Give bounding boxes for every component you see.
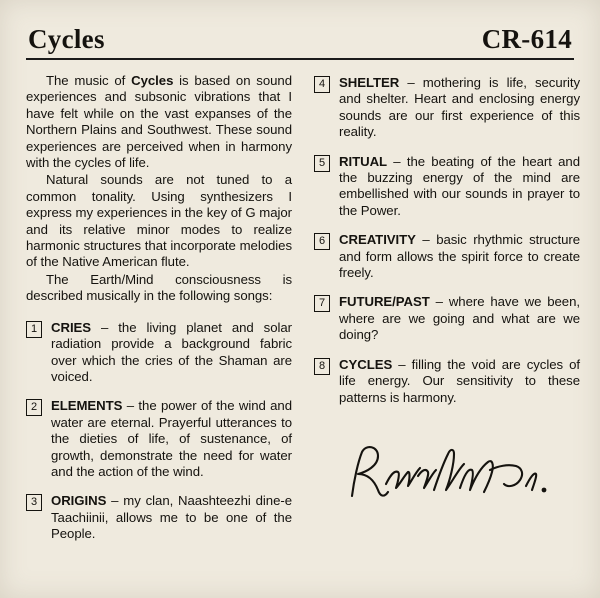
intro-paragraph-2: Natural sounds are not tuned to a common tonality. Using synthesizers I express my experiences in the key of G major and its relative minor modes to realize harmonic structures that incorporate melodies of the Native American flute.	[26, 172, 292, 270]
track-number-badge: 8	[314, 358, 330, 375]
track-body-text: – mothering is life, security and shelter. Heart and enclosing energy sounds are our first experience of this reality.	[339, 75, 580, 140]
track-number-badge: 6	[314, 233, 330, 250]
track-number-badge: 1	[26, 321, 42, 338]
track-body-text: – filling the void are cycles of life energy. Our sensitivity to these patterns is harmony.	[339, 356, 580, 405]
track-number-badge: 7	[314, 295, 330, 312]
track-item	[26, 493, 292, 542]
track-title: ORIGINS	[51, 493, 107, 509]
track-title: SHELTER	[339, 75, 400, 90]
track-item	[314, 232, 580, 281]
track-item	[314, 75, 580, 141]
track-description	[339, 75, 580, 141]
track-number-badge: 3	[26, 494, 42, 511]
right-column	[314, 73, 580, 543]
track-number-badge: 2	[26, 399, 42, 416]
intro-paragraph-3: The Earth/Mind consciousness is described musically in the following songs:	[26, 271, 292, 304]
track-number-badge: 5	[314, 155, 330, 172]
track-description	[339, 294, 580, 343]
track-title: CYCLES	[339, 356, 393, 372]
album-title-emphasis: Cycles	[131, 73, 174, 88]
page-title: Cycles	[28, 24, 105, 54]
track-description	[339, 232, 580, 281]
track-title: RITUAL	[339, 153, 388, 169]
track-body-text: – the beating of the heart and the buzzing energy of the mind are embellished with our sounds in prayer to the Power.	[339, 153, 580, 218]
track-description	[51, 493, 292, 542]
catalog-number: CR-614	[481, 24, 572, 54]
intro-paragraph-1	[26, 73, 292, 171]
track-item	[314, 294, 580, 343]
track-item	[26, 320, 292, 386]
track-body-text: – where have we been, where are we going and what are we doing?	[339, 294, 580, 343]
track-description	[51, 320, 292, 386]
track-body-text: – my clan, Naashteezhi dine-e Taachiinii, allows me to be one of the People.	[51, 493, 292, 542]
track-body-text: – the living planet and solar radiation provide a background fabric over which the cries of the Shaman are voiced.	[51, 319, 292, 384]
track-title: CREATIVITY	[339, 232, 416, 248]
track-description	[339, 154, 580, 220]
track-description	[51, 398, 292, 480]
track-number-badge: 4	[314, 76, 330, 93]
header	[26, 24, 574, 60]
body-columns	[26, 73, 580, 543]
signature-icon	[340, 440, 560, 512]
track-item	[314, 154, 580, 220]
track-title: FUTURE/PAST	[339, 294, 430, 310]
track-title: CRIES	[51, 319, 92, 335]
track-title: ELEMENTS	[51, 398, 123, 414]
paragraph-post-text: is based on sound experiences and subsonic vibrations that I have felt while on the vast expanses of the Northern Plains and Southwest. These sound experiences are perceived when in harmony with the cycles of life.	[26, 73, 292, 171]
track-item	[314, 357, 580, 406]
left-column	[26, 73, 292, 543]
track-body-text: – the power of the wind and water are eternal. Prayerful utterances to the dieties of life, of sustenance, of growth, demonstrate the need for water and the action of the wind.	[51, 398, 292, 479]
track-body-text: – basic rhythmic structure and form allows the spirit force to create freely.	[339, 232, 580, 281]
track-description	[339, 357, 580, 406]
artist-signature	[340, 440, 560, 512]
paragraph-pre-text: The music of	[46, 73, 132, 88]
track-item	[26, 398, 292, 480]
